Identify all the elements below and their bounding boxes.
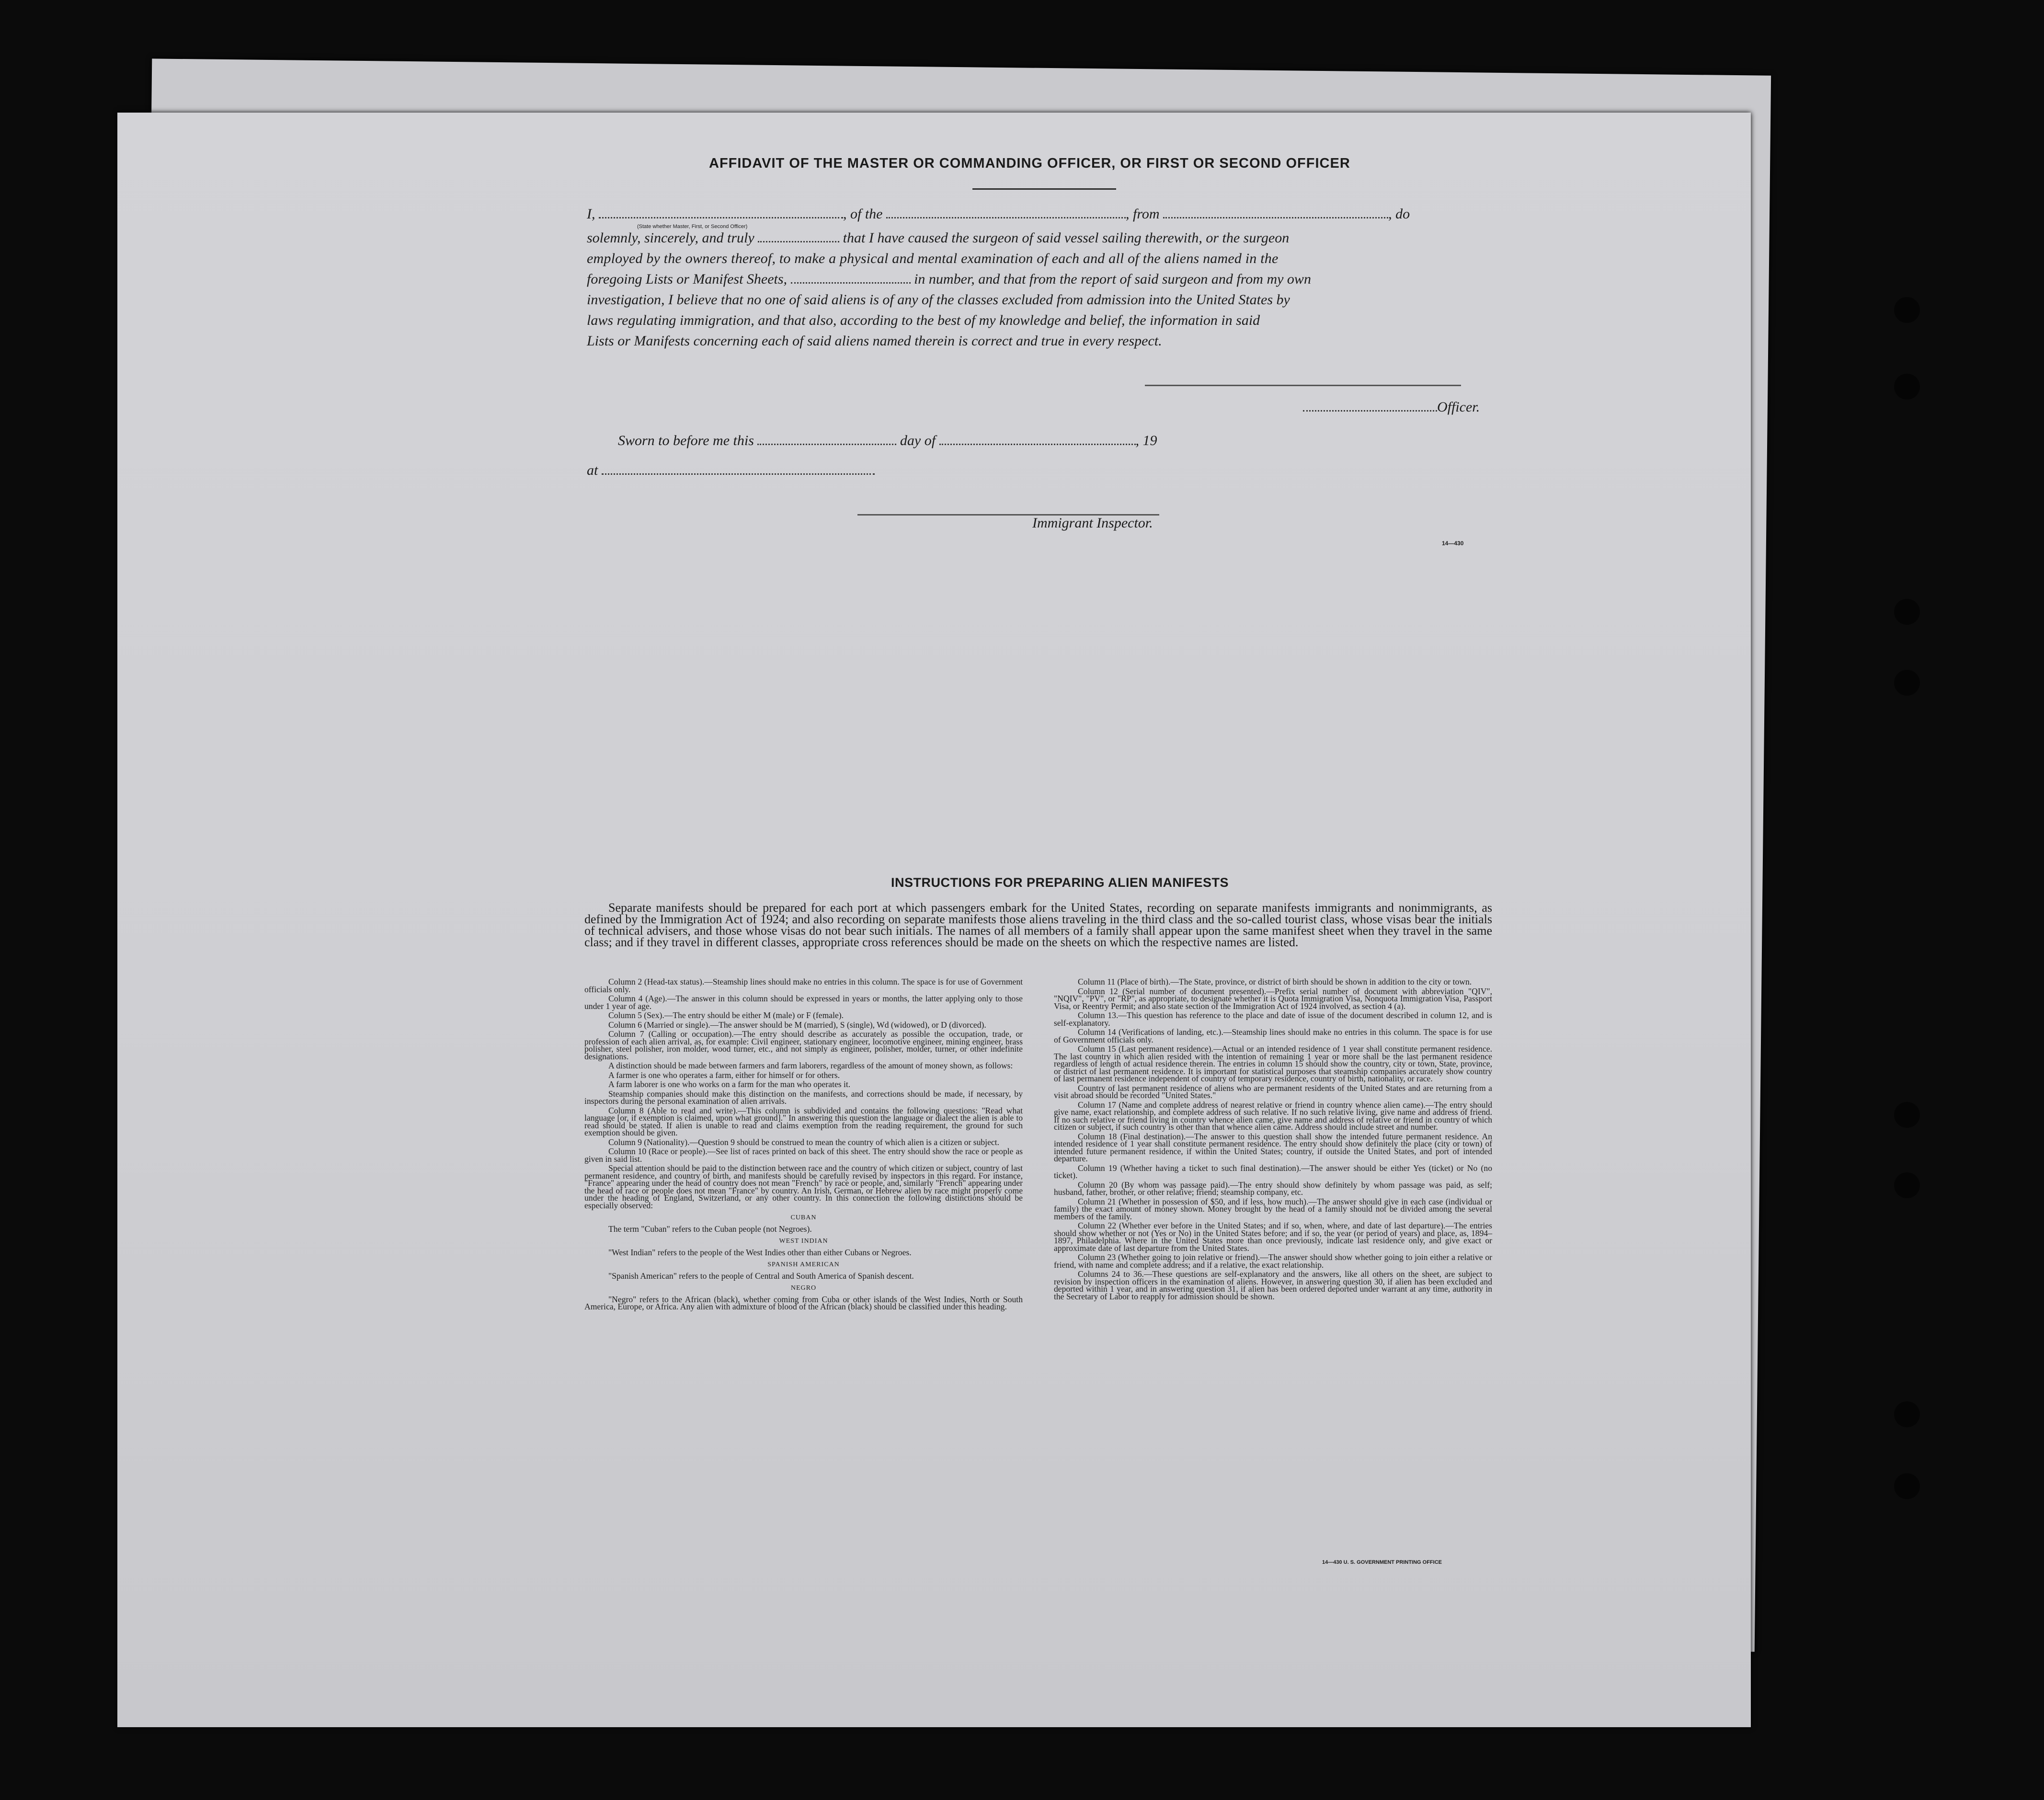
column-15-instruction: Column 15 (Last permanent residence).—Actual or an intended residence of 1 year shall constitute permanent residence. The last country in which alien resided with the intention of remaining 1 year or more shall be the last permanent residence regardless of length of actual residence therein. The entries in column 15 should show the country, city or town, State, province, or district of last permanent residence. It is important for statistical purposes that steamship companies accurately show country of last permanent residence independent of country of temporary residence, country of birth, nationality, or race. xyxy=(1054,1044,1492,1083)
punch-hole xyxy=(1894,599,1920,625)
instructions-title: INSTRUCTIONS FOR PREPARING ALIEN MANIFESTS xyxy=(891,875,1229,890)
column-8-instruction: Column 8 (Able to read and write).—This column is subdivided and contains the following questions: "Read what language [or, if exemption is claimed, upon what ground]." In answering this question the language or dialect the alien is able to read should be stated. If alien is unable to read and claims exemption from the reading requirement, the ground for such exemption should be given. xyxy=(584,1105,1023,1137)
punch-hole xyxy=(1894,1102,1920,1128)
port-field[interactable] xyxy=(1163,207,1388,218)
vessel-field[interactable] xyxy=(886,207,1126,218)
sworn-day-field[interactable] xyxy=(757,434,896,445)
sworn-line: Sworn to before me this day of , 19 xyxy=(618,433,1157,448)
column-6-instruction: Column 6 (Married or single).—The answer should be M (married), S (single), Wd (widowed), or D (divorced). xyxy=(608,1020,986,1030)
punch-hole xyxy=(1894,1473,1920,1499)
column-5-instruction: Column 5 (Sex).—The entry should be either M (male) or F (female). xyxy=(608,1010,844,1020)
officer-rank-field[interactable] xyxy=(599,207,843,218)
oath-field[interactable] xyxy=(758,231,839,242)
farm-laborer-definition: A farm laborer is one who works on a farm for the man who operates it. xyxy=(608,1079,851,1089)
column-11-instruction: Column 11 (Place of birth).—The State, province, or district of birth should be shown in addition to the city or town. xyxy=(1078,977,1472,986)
officer-signature-line[interactable] xyxy=(1145,385,1461,386)
punch-hole xyxy=(1894,297,1920,323)
farm-corrections: Steamship companies should make this distinction on the manifests, and corrections should be made, if necessary, by inspectors during the personal examination of alien arrivals. xyxy=(584,1089,1023,1106)
column-22-instruction: Column 22 (Whether ever before in the United States; and if so, when, where, and date of last departure).—The entries should show whether or not (Yes or No) in the United States before; and if so, the year (or period of years) and place, as, 1894–1897, Philadelphia. Where in the United States more than once previously, indicate last residence only, and give exact or approximate date of last departure from the United States. xyxy=(1054,1221,1492,1253)
officer-label-row: Officer. xyxy=(1303,399,1504,415)
sworn-place-field[interactable] xyxy=(602,464,875,475)
punch-hole xyxy=(1894,1401,1920,1427)
punch-hole xyxy=(1894,374,1920,400)
affidavit-form-code: 14—430 xyxy=(1442,540,1464,547)
negro-heading: NEGRO xyxy=(790,1284,817,1292)
column-18-instruction: Column 18 (Final destination).—The answer to this question shall show the intended future permanent residence. An intended residence of 1 year shall constitute permanent residence. The entry should show definitely the place (city or town) of intended future permanent residence, if within the United States; country, if outside the United States, and port of intended departure. xyxy=(1054,1131,1492,1163)
farmer-distinction: A distinction should be made between farmers and farm laborers, regardless of the amount of money shown, as follows: xyxy=(608,1061,1013,1070)
cuban-heading: CUBAN xyxy=(790,1214,817,1221)
spanish-american-definition: "Spanish American" refers to the people of Central and South America of Spanish descent. xyxy=(608,1271,914,1281)
inspector-label: Immigrant Inspector. xyxy=(1032,515,1153,531)
affidavit-line-7: Lists or Manifests concerning each of said aliens named therein is correct and true in every respect. xyxy=(587,333,1162,349)
affidavit-line-2: solemnly, sincerely, and truly that I have caused the surgeon of said vessel sailing therewith, or the surgeon xyxy=(587,230,1290,246)
instructions-right-column xyxy=(1054,978,1492,1302)
column-17-instruction: Column 17 (Name and complete address of nearest relative or friend in country whence alien came).—The entry should give name, exact relationship, and complete address of such relative. If no such relative living, give name and address of friend. If no such relative or friend living in country whence alien came, give name and address of relative or friend in country of which citizen or subject, if such country is other than that whence alien came. Address should include street and number. xyxy=(1054,1100,1492,1132)
column-21-instruction: Column 21 (Whether in possession of $50, and if less, how much).—The answer should give in each case (individual or family) the exact amount of money shown. Money brought by the head of a family should not be divided among the several members of the family. xyxy=(1054,1196,1492,1221)
column-14-instruction: Column 14 (Verifications of landing, etc.).—Steamship lines should make no entries in this column. The space is for use of Government officials only. xyxy=(1054,1027,1492,1044)
printing-office-imprint: 14—430 U. S. GOVERNMENT PRINTING OFFICE xyxy=(1322,1559,1442,1565)
sheets-count-field[interactable] xyxy=(791,273,911,284)
race-special-attention: Special attention should be paid to the distinction between race and the country of which citizen or subject, country of last permanent residence, and country of birth, and manifests should be carefully revised by inspectors in this regard. For instance, "France" appearing under the head of country does not mean "French" by race or people, and, similarly "French" appearing under the head of race or people does not mean "France" by country. An Irish, German, or Hebrew alien by race might properly come under the heading of England, Switzerland, or any other country. In this connection the following distinctions should be especially observed: xyxy=(584,1163,1023,1210)
affidavit-line-5: investigation, I believe that no one of said aliens is of any of the classes excluded from admission into the United States by xyxy=(587,292,1290,308)
west-indian-definition: "West Indian" refers to the people of the West Indies other than either Cubans or Negroes. xyxy=(608,1247,912,1257)
affidavit-line-3: employed by the owners thereof, to make a physical and mental examination of each and all of the aliens named in the xyxy=(587,251,1279,266)
column-23-instruction: Column 23 (Whether going to join relative or friend).—The answer should show whether going to join either a relative or friend, with name and complete address; and if a relative, the exact relationship. xyxy=(1054,1252,1492,1270)
column-2-instruction: Column 2 (Head-tax status).—Steamship lines should make no entries in this column. The space is for use of Government officials only. xyxy=(584,977,1023,994)
column-19-instruction: Column 19 (Whether having a ticket to such final destination).—The answer should be either Yes (ticket) or No (no ticket). xyxy=(1054,1163,1492,1180)
affidavit-line-6: laws regulating immigration, and that also, according to the best of my knowledge and belief, the information in said xyxy=(587,312,1260,328)
column-12-instruction: Column 12 (Serial number of document presented).—Prefix serial number of document with abbreviation "QIV", "NQIV", "PV", or "RP", as appropriate, to designate whether it is Quota Immigration Visa, Nonquota Immigration Visa, Passport Visa, or Reentry Permit; and also state section of the Immigration Act of 1924 involved, as section 4 (a). xyxy=(1054,986,1492,1011)
west-indian-heading: WEST INDIAN xyxy=(779,1238,828,1245)
affidavit-line-1: I, , of the , from , do xyxy=(587,206,1410,222)
negro-definition: "Negro" refers to the African (black), whether coming from Cuba or other islands of the West Indies, North or South America, Europe, or Africa. Any alien with admixture of blood of the African (black) should be classified under this heading. xyxy=(584,1294,1023,1311)
column-4-instruction: Column 4 (Age).—The answer in this column should be expressed in years or months, the latter applying only to those under 1 year of age. xyxy=(584,994,1023,1011)
column-13-instruction: Column 13.—This question has reference to the place and date of issue of the document described in column 12, and is self-explanatory. xyxy=(1054,1010,1492,1028)
column-7-instruction: Column 7 (Calling or occupation).—The entry should describe as accurately as possible the occupation, trade, or profession of each alien arrival, as, for example: Civil engineer, stationary engineer, locomotive engineer, mining engineer, brass polisher, steel polisher, iron molder, wood turner, etc., and not simply as engineer, polisher, molder, turner, or other indefinite designations. xyxy=(584,1029,1023,1061)
at-line: at xyxy=(587,462,922,479)
officer-name-field[interactable] xyxy=(1303,401,1437,412)
punch-hole xyxy=(1894,670,1920,696)
state-officer-note: (State whether Master, First, or Second Officer) xyxy=(637,224,748,229)
farmer-definition: A farmer is one who operates a farm, either for himself or for others. xyxy=(608,1070,840,1080)
instructions-left-column xyxy=(584,978,1023,1313)
spanish-american-heading: SPANISH AMERICAN xyxy=(767,1261,840,1268)
title-rule xyxy=(972,188,1116,190)
instructions-intro: Separate manifests should be prepared for each port at which passengers embark for the United States, recording on separate manifests immigrants and nonimmigrants, as defined by the Immigration Act of 1924; and also recording on separate manifests those aliens traveling in the third class and the so-called tourist class, whose visas bear the initials of technical advisers, and those whose visas do not bear such initials. The names of all members of a family shall appear upon the same manifest sheet when they travel in the same class; and if they travel in different classes, appropriate cross references should be made on the sheets on which the respective names are listed. xyxy=(584,901,1492,949)
columns-24-36-instruction: Columns 24 to 36.—These questions are self-explanatory and the answers, like all others on the sheet, are subject to revision by inspection officers in the examination of aliens. However, in answering question 30, if alien has been excluded and deported within 1 year, and in answering question 31, if alien has been ordered deported under warrant at any time, authority in the Secretary of Labor to reapply for admission should be shown. xyxy=(1054,1269,1492,1301)
returning-residents-note: Country of last permanent residence of aliens who are permanent residents of the United States and are returning from a visit abroad should be recorded "United States." xyxy=(1054,1083,1492,1100)
affidavit-line-4: foregoing Lists or Manifest Sheets, in number, and that from the report of said surgeon and from my own xyxy=(587,271,1311,287)
cuban-definition: The term "Cuban" refers to the Cuban people (not Negroes). xyxy=(608,1224,812,1234)
column-10-instruction: Column 10 (Race or people).—See list of races printed on back of this sheet. The entry should show the race or people as given in said list. xyxy=(584,1146,1023,1164)
column-20-instruction: Column 20 (By whom was passage paid).—The entry should show definitely by whom passage was paid, as self; husband, father, brother, or other relative; friend; steamship company, etc. xyxy=(1054,1180,1492,1197)
affidavit-title: AFFIDAVIT OF THE MASTER OR COMMANDING OFFICER, OR FIRST OR SECOND OFFICER xyxy=(709,156,1350,171)
column-9-instruction: Column 9 (Nationality).—Question 9 should be construed to mean the country of which alien is a citizen or subject. xyxy=(608,1137,999,1147)
sworn-month-field[interactable] xyxy=(939,434,1136,445)
punch-hole xyxy=(1894,1172,1920,1198)
